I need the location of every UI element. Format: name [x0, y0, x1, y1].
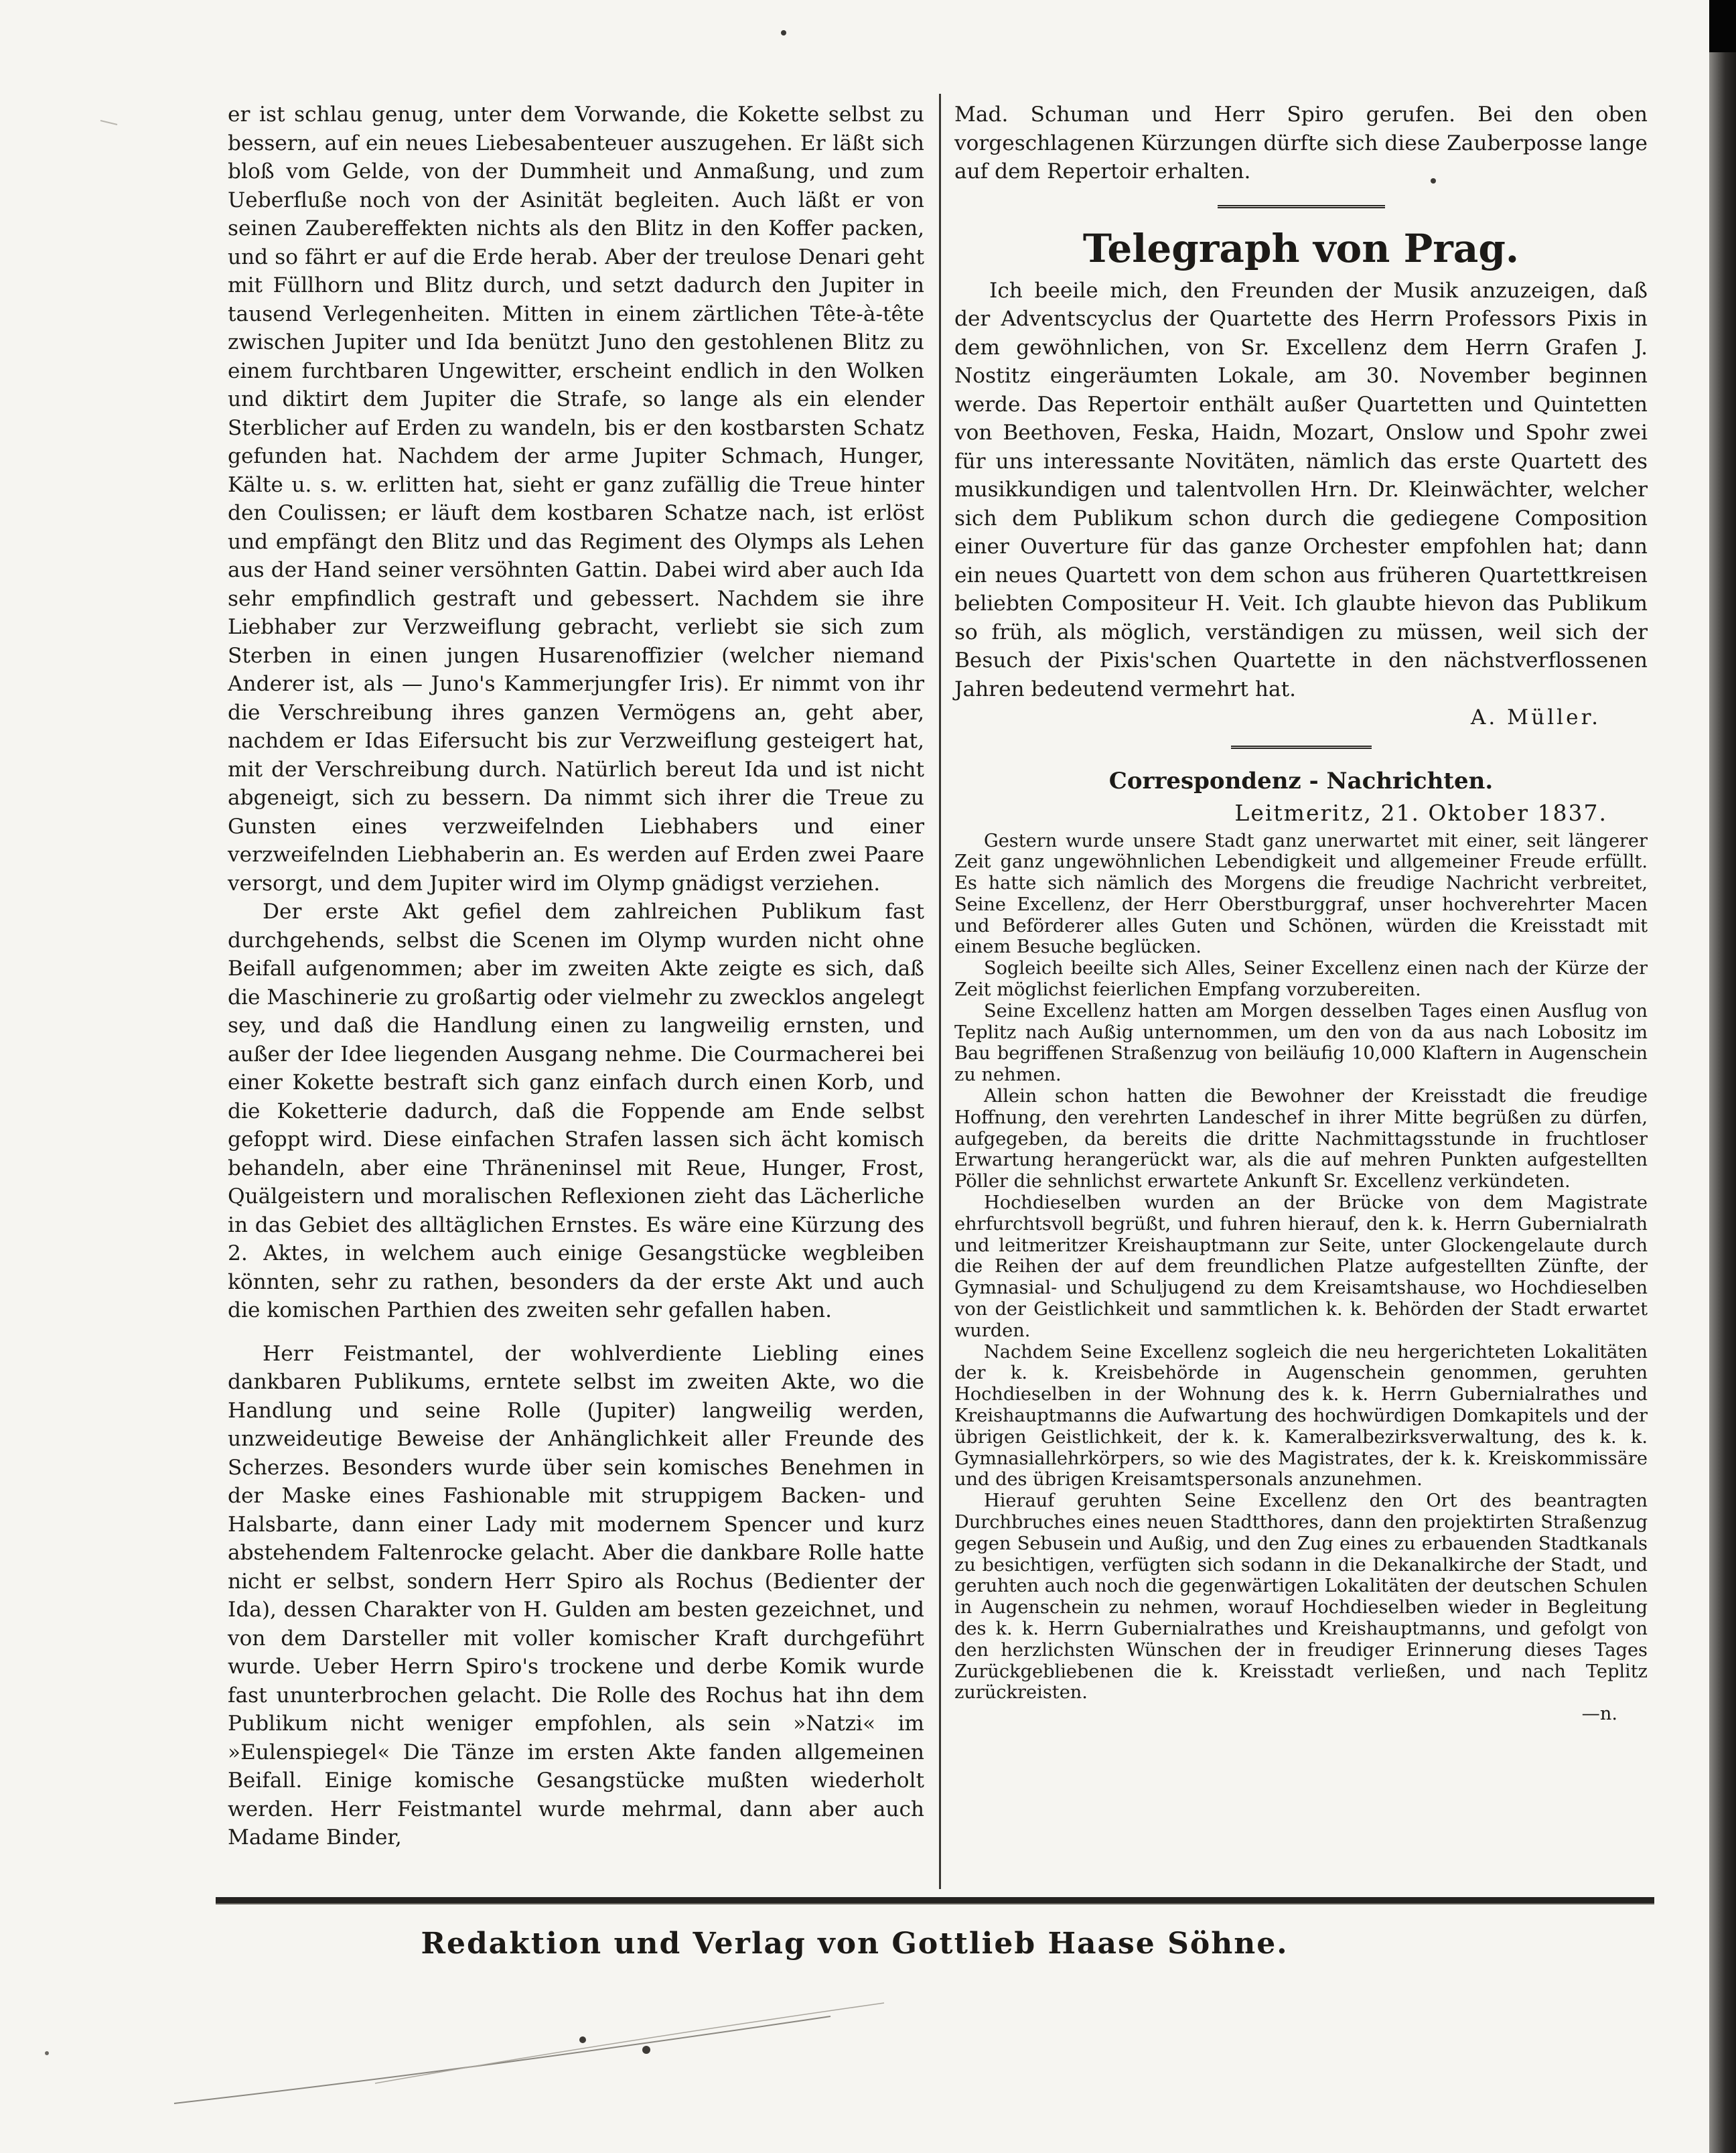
telegraph-body: Ich beeile mich, den Freunden der Musik anzuzeigen, daß der Adventscyclus der Quartette des Herrn Professors Pixis in dem gewöhnlichen, von Sr. Excellenz dem Herrn Grafen J. Nostitz eingeräumten Lokale, am 30. November beginnen werde. Das Repertoir enthält außer Quartetten und Quintetten von Beethoven, Feska, Haidn, Mozart, Onslow und Spohr zwei für uns interessante Novitäten, nämlich das erste Quartett des musikkundigen und talentvollen Hrn. Dr. Kleinwächter, welcher sich dem Publikum schon durch die gediegene Composition einer Ouverture für das ganze Orchester empfohlen hat; dann ein neues Quartett von dem schon aus früheren Quartettkreisen beliebten Compositeur H. Veit. Ich glaubte hievon das Publikum so früh, als möglich, verständigen zu müssen, weil sich der Besuch der Pixis'schen Quartette in den nächstverflossenen Jahren bedeutend vermehrt hat. [954, 278, 1648, 701]
correspondence-headline: Correspondenz - Nachrichten. [1108, 767, 1494, 794]
correspondence-paragraph: Seine Excellenz hatten am Morgen desselben Tages einen Ausflug von Teplitz nach Außig unternommen, um den von da aus nach Lobositz im Bau begriffenen Straßenzug von beiläufig 10,000 Klaftern in Augenschein zu nehmen. [954, 1000, 1648, 1086]
correspondence-paragraph: Sogleich beeilte sich Alles, Seiner Excellenz einen nach der Kürze der Zeit möglichst feierlichen Empfang vorzubereiten. [954, 958, 1648, 1001]
telegraph-signature: A. Müller. [1470, 705, 1601, 730]
ink-speck [45, 2051, 49, 2055]
left-paragraph-2: Der erste Akt gefiel dem zahlreichen Publikum fast durchgehends, selbst die Scenen im Olymp wurden nicht ohne Beifall aufgenommen; aber im zweiten Akte zeigte es sich, daß die Maschinerie zu großartig oder vielmehr zu zwecklos angelegt sey, und daß die Handlung einen zu langweilig ernsten, und außer der Idee liegenden Ausgang nehme. Die Courmacherei bei einer Kokette bestraft sich ganz einfach durch einen Korb, und die Koketterie dadurch, daß die Foppende am Ende selbst gefoppt wird. Diese einfachen Strafen lassen sich ächt komisch behandeln, aber eine Thräneninsel mit Reue, Hunger, Frost, Quälgeistern und moralischen Reflexionen zieht das Lächerliche in das Gebiet des alltäglichen Ernstes. Es wäre eine Kürzung des 2. Aktes, in welchem auch einige Gesangstücke wegbleiben könnten, sehr zu rathen, besonders da der erste Akt und auch die komischen Parthien des zweiten sehr gefallen haben. [228, 900, 924, 1322]
scan-scratch [375, 2003, 884, 2083]
scan-corner [1709, 0, 1736, 52]
ink-speck [1431, 178, 1436, 184]
ink-speck [579, 2036, 586, 2043]
telegraph-headline: Telegraph von Prag. [1082, 225, 1520, 271]
correspondence-paragraph: Hierauf geruhten Seine Excellenz den Ort des beantragten Durchbruches eines neuen Stadtthores, dann den projektirten Straßenzug gegen Sebusein und Außig, und den Zug eines zu erbauenden Stadtkanals zu besichtigen, verfügten sich sodann in die Dekanalkirche der Stadt, und geruhten auch noch die gegenwärtigen Lokalitäten der deutschen Schulen in Augenschein zu nehmen, worauf Hochdieselben wieder in Begleitung des k. k. Herrn Gubernialrathes und Kreishauptmanns, und gefolgt von den herzlichsten Wünschen der in freudiger Erinnerung dieses Tages Zurückgebliebenen die k. Kreisstadt verließen, und nach Teplitz zurückreisten. [954, 1490, 1648, 1704]
correspondence-dateline: Leitmeritz, 21. Oktober 1837. [1234, 799, 1607, 826]
scan-mark [100, 121, 117, 125]
review-continuation: Mad. Schuman und Herr Spiro gerufen. Bei den oben vorgeschlagenen Kürzungen dürfte sich diese Zauberposse lange auf dem Repertoir erhalten. [954, 102, 1648, 184]
correspondence-paragraph: Nachdem Seine Excellenz sogleich die neu hergerichteten Lokalitäten der k. k. Kreisbehörde in Augenschein genommen, geruhten Hochdieselben in der Wohnung des k. k. Herrn Gubernialrathes und Kreishauptmanns die Aufwartung des hochwürdigen Domkapitels und der übrigen Geistlichkeit, der k. k. Kameralbezirksverwaltung, des k. k. Gymnasiallehrkörpers, so wie des Magistrates, der k. k. Kreiskommissäre und des übrigen Kreisamtspersonals anzunehmen. [954, 1341, 1648, 1490]
page-edge-shadow [1709, 0, 1736, 2153]
correspondence-paragraph: Gestern wurde unsere Stadt ganz unerwartet mit einer, seit längerer Zeit ganz ungewöhnlichen Lebendigkeit und allgemeiner Freude erfüllt. Es hatte sich nämlich des Morgens die freudige Nachricht verbreitet, Seine Excellenz, der Herr Oberstburggraf, unser hochverehrter Macen und Beförderer alles Guten und Schönen, würden die Kreisstadt mit einem Besuche beglücken. [954, 830, 1648, 958]
left-paragraph-3: Herr Feistmantel, der wohlverdiente Liebling eines dankbaren Publikums, erntete selbst im zweiten Akte, wo die Handlung und seine Rolle (Jupiter) langweilig werden, unzweideutige Beweise der Anhänglichkeit aller Freunde des Scherzes. Besonders wurde über sein komisches Benehmen in der Maske eines Fashionable mit struppigem Backen- und Halsbarte, dann einer Lady mit modernem Spencer und kurz abstehendem Faltenrocke gelacht. Aber die dankbare Rolle hatte nicht er selbst, sondern Herr Spiro als Rochus (Bedienter der Ida), dessen Charakter von H. Gulden am besten gezeichnet, und von dem Darsteller mit voller komischer Kraft durchgeführt wurde. Ueber Herrn Spiro's trockene und derbe Komik wurde fast ununterbrochen gelacht. Die Rolle des Rochus hat ihn dem Publikum nicht weniger empfohlen, als sein »Natzi« im »Eulenspiegel« Die Tänze im ersten Akte fanden allgemeinen Beifall. Einige komische Gesangstücke mußten wiederholt werden. Herr Feistmantel wurde mehrmal, dann aber auch Madame Binder, [228, 1341, 924, 1850]
scan-scratch [174, 2016, 830, 2103]
left-paragraph-1: er ist schlau genug, unter dem Vorwande, die Kokette selbst zu bessern, auf ein neues Liebesabenteuer auszugehen. Er läßt sich bloß vom Gelde, von der Dummheit und Anmaßung, und zum Ueberfluße noch von der Asinität begleiten. Auch läßt er von seinen Zaubereffekten nichts als den Blitz in den Koffer packen, und so fährt er auf die Erde herab. Aber der treulose Denari geht mit Füllhorn und Blitz durch, und setzt dadurch den Jupiter in tausend Verlegenheiten. Mitten in einem zärtlichen Tête-à-tête zwischen Jupiter und Ida benützt Juno den gestohlenen Blitz zu einem furchtbaren Ungewitter, erscheint endlich in den Wolken und diktirt dem Jupiter die Strafe, so lange als ein elender Sterblicher auf Erden zu wandeln, bis er den kostbarsten Schatz gefunden hat. Nachdem der arme Jupiter Schmach, Hunger, Kälte u. s. w. erlitten hat, sieht er ganz zufällig die Treue hinter den Coulissen; er läuft dem kostbaren Schatze nach, ist erlöst und empfängt den Blitz und das Regiment des Olymps als Lehen aus der Hand seiner versöhnten Gattin. Dabei wird aber auch Ida sehr empfindlich gestraft und gebessert. Nachdem sie ihre Liebhaber zur Verzweiflung gebracht, verliebt sie sich zum Sterben in einen jungen Husarenoffizier (welcher niemand Anderer ist, als — Juno's Kammerjungfer Iris). Er nimmt von ihr die Verschreibung ihres ganzen Vermögens an, geht aber, nachdem er Idas Eifersucht bis zur Verzweiflung gesteigert hat, mit der Verschreibung durch. Natürlich bereut Ida und ist nicht abgeneigt, sich zu bessern. Da nimmt sich ihrer die Treue zu Gunsten eines verzweifelnden Liebhabers und einer verzweifelnden Liebhaberin an. Es werden auf Erden zwei Paare versorgt, und dem Jupiter wird im Olymp gnädigst verziehen. [228, 102, 924, 896]
ink-speck [642, 2046, 650, 2054]
correspondence-paragraph: Allein schon hatten die Bewohner der Kreisstadt die freudige Hoffnung, den verehrten Landeschef in ihrer Mitte begrüßen zu dürfen, aufgegeben, da bereits die dritte Nachmittagsstunde in fruchtloser Erwartung herangerückt war, als die auf mehren Punkten aufgestellten Pöller die sehnlichst erwartete Ankunft Sr. Excellenz verkündeten. [954, 1086, 1648, 1192]
correspondence-paragraph: Hochdieselben wurden an der Brücke von dem Magistrate ehrfurchtsvoll begrüßt, und fuhren hierauf, den k. k. Herrn Gubernialrath und leitmeritzer Kreishauptmann zur Seite, unter Glockengelaute durch die Reihen der auf dem freundlichen Platze aufgestellten Zünfte, der Gymnasial- und Schuljugend zu dem Kreisamtshause, wo Hochdieselben von der Geistlichkeit und sammtlichen k. k. Behörden der Stadt erwartet wurden. [954, 1192, 1648, 1341]
publisher-imprint: Redaktion und Verlag von Gottlieb Haase Söhne. [421, 1927, 1289, 1961]
correspondence-signature: —n. [1581, 1704, 1617, 1725]
